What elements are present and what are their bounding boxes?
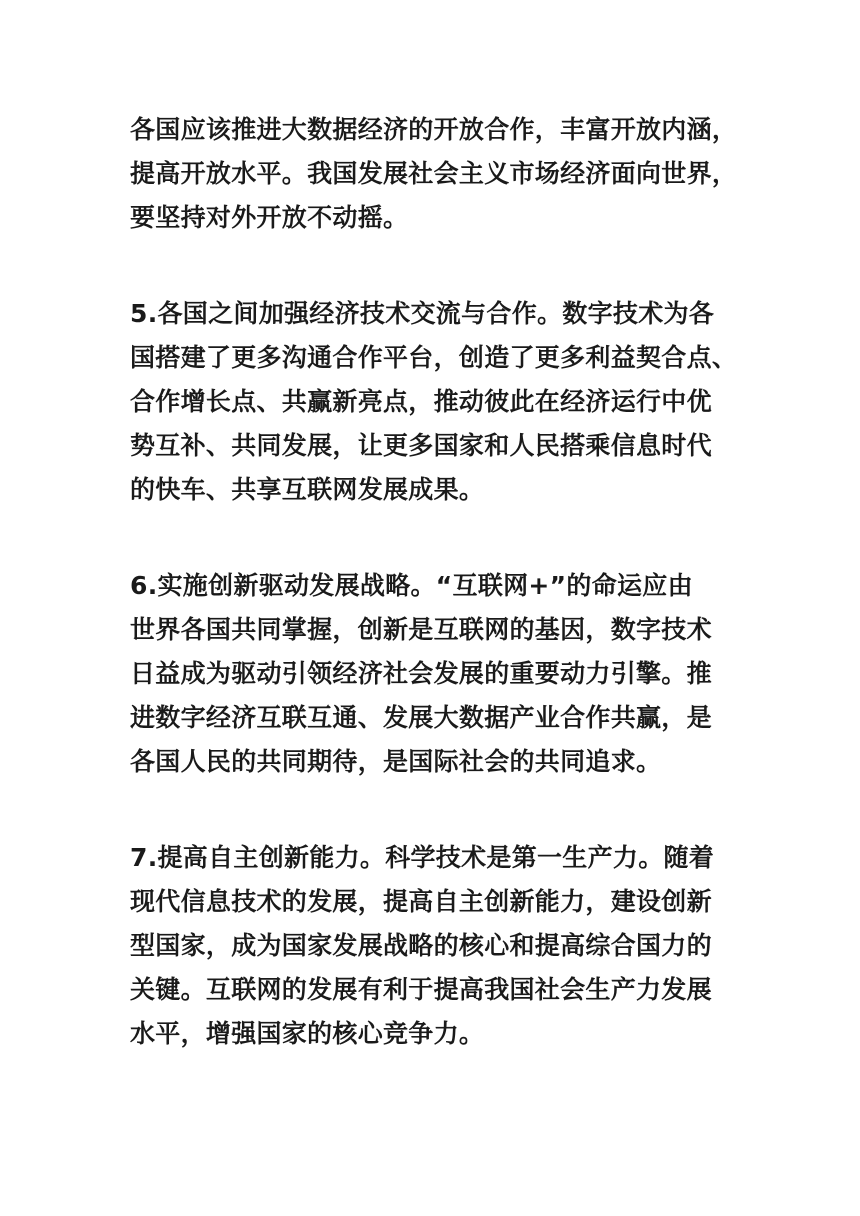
paragraph-item-6 — [130, 564, 730, 784]
text-line: 水平，增强国家的核心竞争力。 — [130, 1019, 485, 1048]
text-line: 合作增长点、共赢新亮点，推动彼此在经济运行中优 — [130, 387, 712, 416]
text-line: 现代信息技术的发展，提高自主创新能力，建设创新 — [130, 887, 712, 916]
text-line: 进数字经济互联互通、发展大数据产业合作共赢，是 — [130, 703, 712, 732]
text-line: 5.各国之间加强经济技术交流与合作。数字技术为各 — [130, 299, 715, 328]
paragraph-open-cooperation — [130, 108, 738, 240]
text-line: 世界各国共同掌握，创新是互联网的基因，数字技术 — [130, 615, 712, 644]
text-line: 日益成为驱动引领经济社会发展的重要动力引擎。推 — [130, 659, 712, 688]
text-line: 6.实施创新驱动发展战略。“互联网+”的命运应由 — [130, 571, 693, 600]
paragraph-item-7 — [130, 836, 730, 1056]
text-line: 势互补、共同发展，让更多国家和人民搭乘信息时代 — [130, 431, 712, 460]
document-body — [130, 108, 738, 1108]
text-line: 的快车、共享互联网发展成果。 — [130, 475, 485, 504]
text-line: 关键。互联网的发展有利于提高我国社会生产力发展 — [130, 975, 712, 1004]
text-line: 7.提高自主创新能力。科学技术是第一生产力。随着 — [130, 843, 715, 872]
paragraph-item-5 — [130, 292, 738, 512]
text-line: 要坚持对外开放不动摇。 — [130, 203, 409, 232]
text-line: 各国人民的共同期待，是国际社会的共同追求。 — [130, 747, 662, 776]
text-line: 各国应该推进大数据经济的开放合作，丰富开放内涵， — [130, 115, 738, 144]
text-line: 国搭建了更多沟通合作平台，创造了更多利益契合点、 — [130, 343, 738, 372]
text-line: 提高开放水平。我国发展社会主义市场经济面向世界， — [130, 159, 738, 188]
text-line: 型国家，成为国家发展战略的核心和提高综合国力的 — [130, 931, 712, 960]
